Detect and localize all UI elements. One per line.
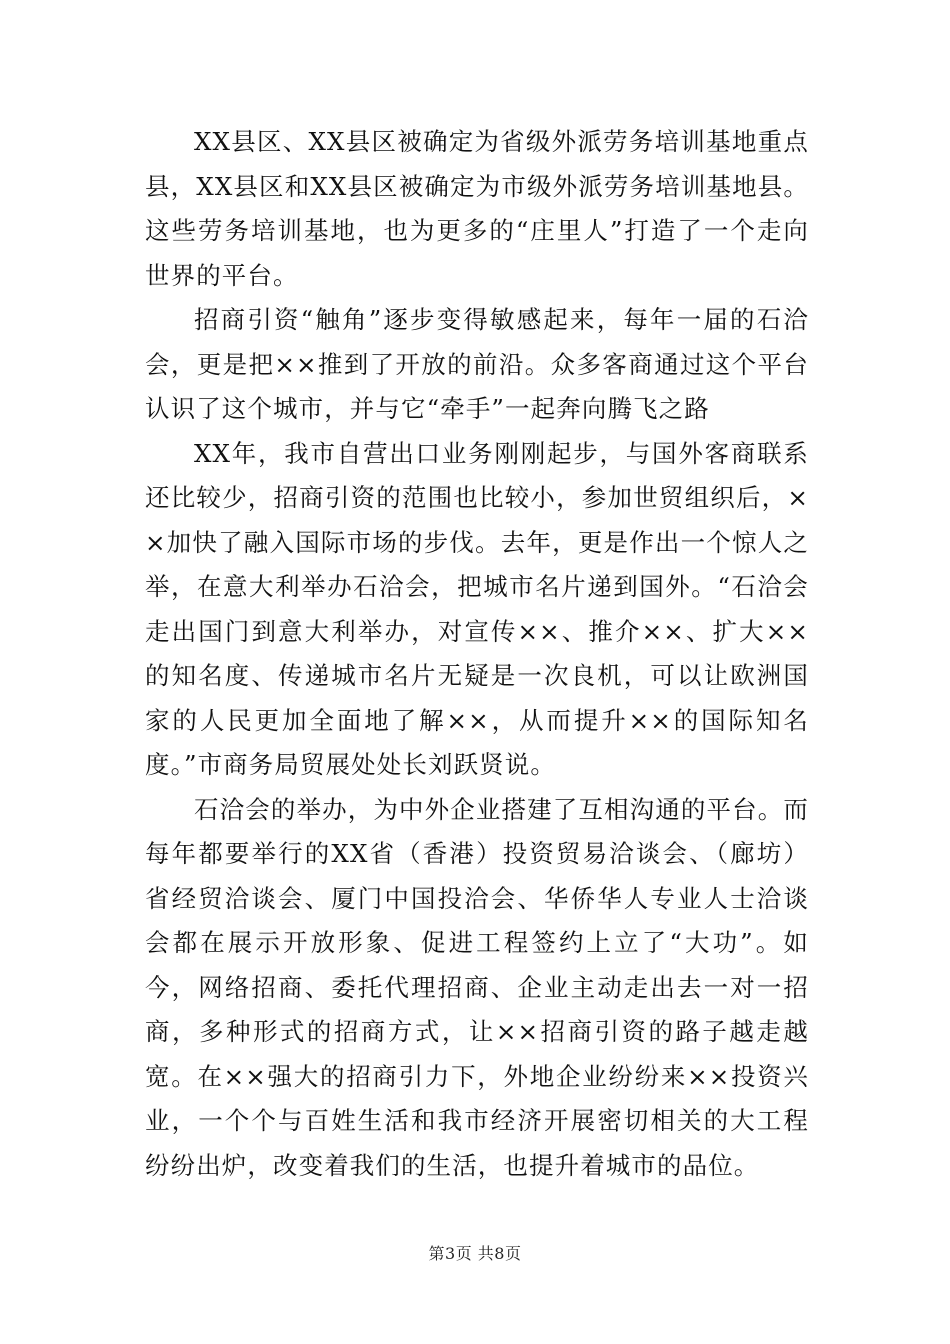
page-number-footer: 第3页 共8页 xyxy=(428,1244,522,1263)
paragraph-investment-promotion: 招商引资“触角”逐步变得敏感起来，每年一届的石洽会，更是把××推到了开放的前沿。众多客商通过这个平台认识了这个城市，并与它“牵手”一起奔向腾飞之路 xyxy=(145,305,809,423)
paragraph-labor-training-bases: XX县区、XX县区被确定为省级外派劳务培训基地重点县，XX县区和XX县区被确定为市级外派劳务培训基地县。这些劳务培训基地，也为更多的“庄里人”打造了一个走向世界的平台。 xyxy=(145,127,809,290)
document-body xyxy=(145,120,809,1188)
paragraph-trade-fairs: 石洽会的举办，为中外企业搭建了互相沟通的平台。而每年都要举行的XX省（香港）投资贸易洽谈会、（廊坊）省经贸洽谈会、厦门中国投洽会、华侨华人专业人士洽谈会都在展示开放形象、促进工程签约上立了“大功”。如今，网络招商、委托代理招商、企业主动走出去一对一招商，多种形式的招商方式，让××招商引资的路子越走越宽。在××强大的招商引力下，外地企业纷纷来××投资兴业，一个个与百姓生活和我市经济开展密切相关的大工程纷纷出炉，改变着我们的生活，也提升着城市的品位。 xyxy=(145,794,809,1180)
paragraph-export-business: XX年，我市自营出口业务刚刚起步，与国外客商联系还比较少，招商引资的范围也比较小，参加世贸组织后，××加快了融入国际市场的步伐。去年，更是作出一个惊人之举，在意大利举办石洽会，把城市名片递到国外。“石洽会走出国门到意大利举办，对宣传××、推介××、扩大××的知名度、传递城市名片无疑是一次良机，可以让欧洲国家的人民更加全面地了解××，从而提升××的国际知名度。”市商务局贸展处处长刘跃贤说。 xyxy=(145,438,809,779)
